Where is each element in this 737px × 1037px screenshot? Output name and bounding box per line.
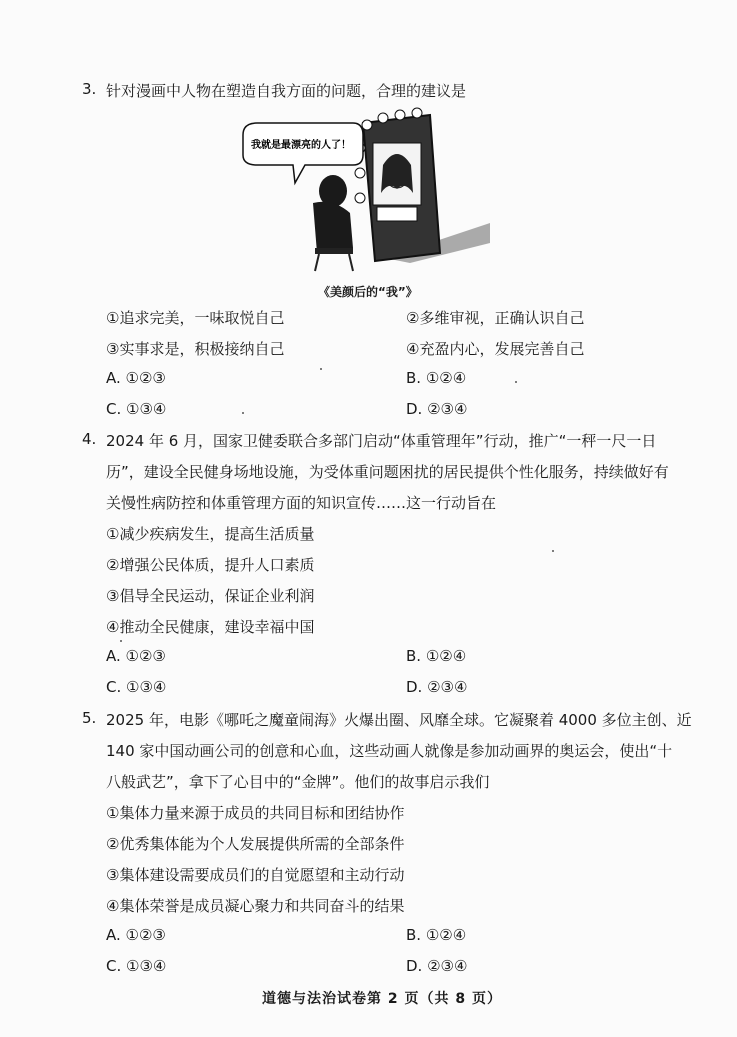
q5-number: 5.: [82, 709, 97, 727]
q4-statement-2: ②增强公民体质，提升人口素质: [106, 556, 315, 574]
scan-speck: [242, 412, 244, 414]
q5-stem-line-3: 八般武艺”，拿下了心目中的“金牌”。他们的故事启示我们: [106, 773, 490, 791]
q4-choice-c: C. ①③④: [106, 678, 167, 696]
q5-statement-4: ④集体荣誉是成员凝心聚力和共同奋斗的结果: [106, 897, 405, 915]
q4-stem-line-1: 2024 年 6 月，国家卫健委联合多部门启动“体重管理年”行动，推广“一秤一尺一日: [106, 432, 657, 450]
q3-statement-3: ③实事求是，积极接纳自己: [106, 340, 285, 358]
q5-choice-b: B. ①②④: [406, 926, 467, 944]
q4-statement-1: ①减少疾病发生，提高生活质量: [106, 525, 315, 543]
page-footer: 道德与法治试卷第 2 页（共 8 页）: [262, 991, 502, 1007]
comic-caption: 《美颜后的“我”》: [318, 285, 418, 299]
q3-choice-a: A. ①②③: [106, 369, 166, 387]
bulb-3: [395, 110, 405, 120]
stool-seat: [315, 248, 353, 254]
speech-bubble: [243, 123, 363, 183]
speech-bubble-text: 我就是最漂亮的人了！: [251, 140, 351, 151]
scan-speck: [120, 640, 122, 642]
person-body: [313, 202, 353, 253]
mirror-label: [377, 207, 417, 221]
bulb-7: [355, 193, 365, 203]
q3-stem: 针对漫画中人物在塑造自我方面的问题，合理的建议是: [106, 82, 467, 100]
q4-choice-b: B. ①②④: [406, 647, 467, 665]
q5-stem-line-2: 140 家中国动画公司的创意和心血，这些动画人就像是参加动画界的奥运会，使出“十: [106, 742, 673, 760]
bulb-4: [412, 108, 422, 118]
q5-statement-2: ②优秀集体能为个人发展提供所需的全部条件: [106, 835, 405, 853]
q5-choice-c: C. ①③④: [106, 957, 167, 975]
q4-choice-a: A. ①②③: [106, 647, 166, 665]
q3-choice-b: B. ①②④: [406, 369, 467, 387]
q5-choice-d: D. ②③④: [406, 957, 468, 975]
scan-speck: [552, 550, 554, 552]
q4-number: 4.: [82, 430, 97, 448]
q3-statement-1: ①追求完美，一味取悦自己: [106, 309, 285, 327]
q5-stem-line-1: 2025 年，电影《哪吒之魔童闹海》火爆出圈、风靡全球。它凝聚着 4000 多位主创、近: [106, 711, 692, 729]
scan-speck: [320, 368, 322, 370]
q4-stem-line-3: 关慢性病防控和体重管理方面的知识宣传……这一行动旨在: [106, 494, 497, 512]
q3-choice-c: C. ①③④: [106, 400, 167, 418]
q3-statement-2: ②多维审视，正确认识自己: [406, 309, 585, 327]
q4-statement-3: ③倡导全民运动，保证企业利润: [106, 587, 315, 605]
q4-stem-line-2: 历”，建设全民健身场地设施，为受体重问题困扰的居民提供个性化服务，持续做好有: [106, 463, 669, 481]
q5-statement-3: ③集体建设需要成员们的自觉愿望和主动行动: [106, 866, 405, 884]
bulb-6: [355, 168, 365, 178]
q5-statement-1: ①集体力量来源于成员的共同目标和团结协作: [106, 804, 405, 822]
q4-choice-d: D. ②③④: [406, 678, 468, 696]
q3-statement-4: ④充盈内心，发展完善自己: [406, 340, 585, 358]
q3-choice-d: D. ②③④: [406, 400, 468, 418]
bulb-1: [362, 120, 372, 130]
scan-speck: [515, 381, 517, 383]
bulb-2: [378, 113, 388, 123]
q3-number: 3.: [82, 80, 97, 98]
comic-illustration: [235, 103, 495, 278]
q4-statement-4: ④推动全民健康，建设幸福中国: [106, 618, 315, 636]
q5-choice-a: A. ①②③: [106, 926, 166, 944]
